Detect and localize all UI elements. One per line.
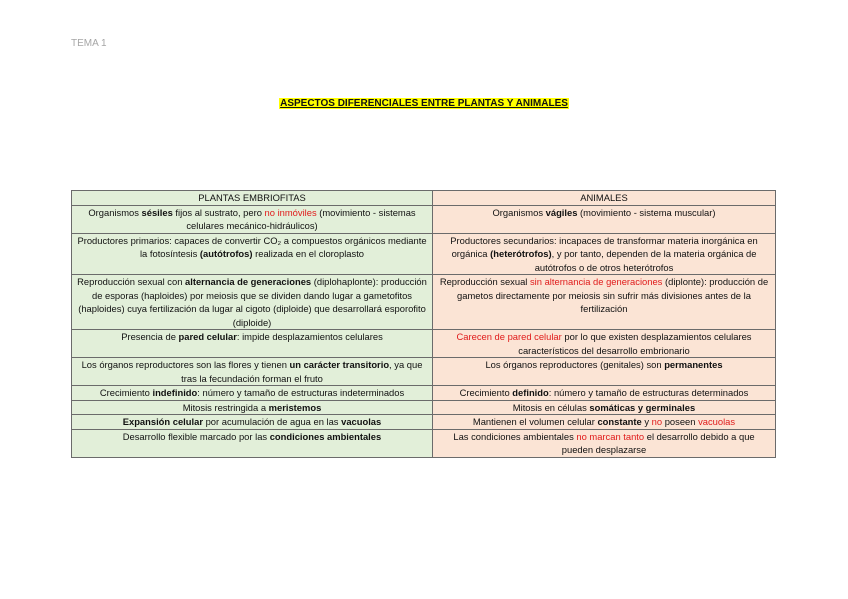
bold-text: condiciones ambientales (269, 430, 382, 442)
animals-cell (433, 275, 776, 330)
highlight-text: no marcan tanto (576, 430, 645, 442)
table-body (72, 205, 776, 457)
highlight-text: vacuolas (698, 416, 736, 427)
highlight-text: sin alternancia de generaciones (529, 276, 663, 287)
table-row (72, 400, 776, 415)
bold-text: permanentes (664, 359, 723, 370)
table-row (72, 429, 776, 457)
plants-cell (72, 275, 433, 330)
comparison-table (71, 190, 776, 458)
plants-cell (72, 358, 433, 386)
bold-text: sésiles (141, 206, 173, 218)
plants-cell (72, 386, 433, 401)
cell-text: Los órganos reproductores (genitales) son (485, 359, 665, 370)
cell-text: Los órganos reproductores son las flores y tienen (81, 359, 290, 370)
cell-text: Desarrollo flexible marcado por las (122, 430, 270, 442)
plants-cell (72, 330, 433, 358)
table-row (72, 205, 776, 233)
plants-cell (72, 233, 433, 275)
cell-text: poseen (662, 416, 699, 427)
cell-text: : impide desplazamientos celulares (236, 331, 383, 342)
cell-text: Crecimiento (99, 387, 153, 398)
bold-text: (autótrofos) (199, 248, 253, 259)
bold-text: constante (597, 416, 642, 427)
cell-text: Organismos (492, 206, 546, 218)
bold-text: somáticas y germinales (589, 401, 696, 413)
plants-cell (72, 400, 433, 415)
cell-text: , y por tanto, dependen de la materia orgánica de autótrofos o de otros heterótrofos (534, 248, 757, 273)
animals-cell (433, 205, 776, 233)
table-row (72, 275, 776, 330)
document-title-wrapper (0, 98, 848, 109)
cell-text: Las condiciones ambientales (453, 430, 577, 442)
cell-text: (movimiento - sistema muscular) (577, 206, 716, 218)
table-row (72, 358, 776, 386)
cell-text: (movimiento - sistemas celulares mecánico-hidráulicos) (186, 206, 416, 231)
animals-cell (433, 358, 776, 386)
bold-text: un carácter transitorio (289, 359, 390, 370)
highlight-text: no (651, 416, 663, 427)
highlight-text: no inmóviles (264, 206, 317, 218)
plants-cell (72, 205, 433, 233)
table-row (72, 386, 776, 401)
bold-text: alternancia de generaciones (185, 276, 312, 287)
cell-text: , ya que tras la fecundación forman el fruto (181, 359, 423, 384)
bold-text: definido (512, 387, 549, 398)
cell-text: Mitosis restringida a (182, 401, 269, 413)
cell-text: Organismos (88, 206, 142, 218)
cell-text: realizada en el cloroplasto (252, 248, 365, 259)
cell-text: Mantienen el volumen celular (472, 416, 598, 427)
cell-text: y (641, 416, 652, 427)
animals-cell (433, 400, 776, 415)
cell-text: Reproducción sexual con (77, 276, 186, 287)
cell-text: Reproducción sexual (439, 276, 530, 287)
cell-text: por lo que existen desplazamientos celulares característicos del desarrollo embrionario (518, 331, 752, 356)
cell-text: Productores secundarios: incapaces de transformar materia inorgánica en orgánica (450, 234, 758, 259)
cell-text: por acumulación de agua en las (202, 416, 342, 427)
cell-text: (diplohaplonte): producción de esporas (haploides) por meiosis que se dividen dando lugar a gametofitos (haploides) cuya fertilización da lugar al cigoto (diploide) que desarrollará esporofito (diploide) (78, 276, 427, 328)
cell-text: el desarrollo debido a que pueden desplazarse (561, 430, 755, 455)
table-row (72, 415, 776, 430)
animals-cell (433, 233, 776, 275)
page-header-label: TEMA 1 (71, 38, 107, 49)
bold-text: vágiles (545, 206, 578, 218)
table-row (72, 330, 776, 358)
cell-text: : número y tamaño de estructuras determinados (548, 387, 749, 398)
animals-cell (433, 415, 776, 430)
cell-text: Crecimiento (459, 387, 513, 398)
cell-text: fijos al sustrato, pero (172, 206, 265, 218)
bold-text: pared celular (178, 331, 237, 342)
animals-cell (433, 429, 776, 457)
cell-text: Mitosis en células (512, 401, 590, 413)
header-animals: ANIMALES (433, 191, 776, 206)
cell-text: (diplonte): producción de gametos directamente por meiosis sin sufrir más divisiones antes de la fertilización (457, 276, 769, 314)
plants-cell (72, 415, 433, 430)
bold-text: vacuolas (341, 416, 382, 427)
cell-text: Productores primarios: capaces de convertir CO₂ a compuestos orgánicos mediante la fotosíntesis (77, 234, 427, 259)
cell-text: Presencia de (121, 331, 179, 342)
cell-text: : número y tamaño de estructuras indeterminados (197, 387, 405, 398)
animals-cell (433, 386, 776, 401)
document-title: ASPECTOS DIFERENCIALES ENTRE PLANTAS Y ANIMALES (280, 98, 568, 109)
animals-cell (433, 330, 776, 358)
bold-text: Expansión celular (122, 416, 203, 427)
header-plants: PLANTAS EMBRIOFITAS (72, 191, 433, 206)
bold-text: (heterótrofos) (490, 248, 552, 259)
table-header-row (72, 191, 776, 206)
plants-cell (72, 429, 433, 457)
bold-text: indefinido (152, 387, 198, 398)
highlight-text: Carecen de pared celular (456, 331, 562, 342)
table-row (72, 233, 776, 275)
bold-text: meristemos (268, 401, 322, 413)
